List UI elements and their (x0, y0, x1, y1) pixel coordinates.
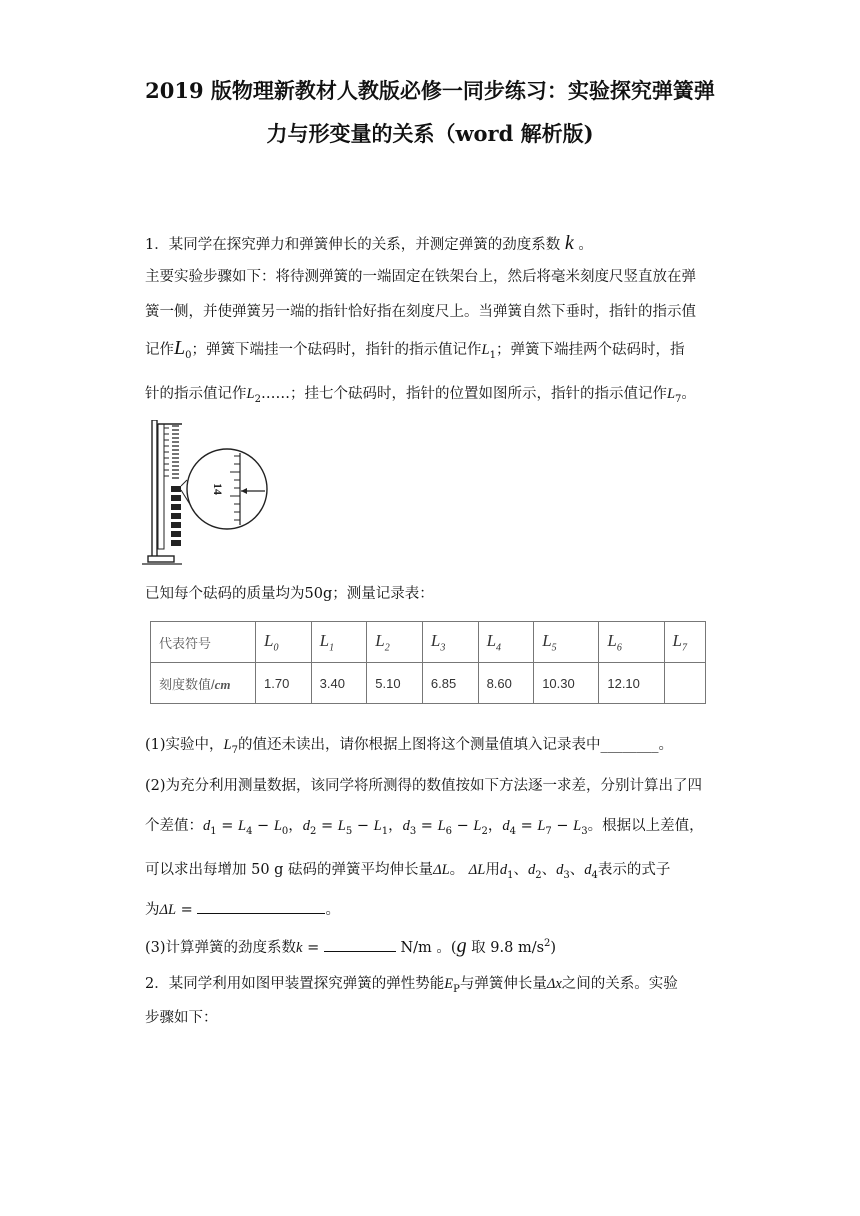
table-cell: $L_6$ (599, 622, 664, 663)
table-cell: 5.10 (367, 663, 423, 704)
table-header-label: 代表符号 (151, 622, 256, 663)
q1-sub2-b: 个差值：$d_1 = L_4 - L_0$，$d_2 = L_5 - L_1$，$d_3 = L_6 - L_2$，$d_4 = L_7 - L_3$。根据以上差值， (145, 818, 704, 837)
table-row-symbols (151, 622, 706, 663)
measurement-table (150, 621, 706, 704)
table-cell: $L_2$ (367, 622, 423, 663)
mass-note: 已知每个砝码的质量均为50g；测量记录表： (145, 586, 434, 602)
table-cell: $L_4$ (478, 622, 534, 663)
q1-sub3: (3)计算弹簧的劲度系数k = N/m 。(g 取 9.8 $m/s^2$) (145, 935, 557, 957)
q1-sub1: (1)实验中，$L_7$的值还未读出，请你根据上图将这个测量值填入记录表中________。 (145, 737, 673, 756)
table-cell: 10.30 (534, 663, 599, 704)
table-cell-empty[interactable] (664, 663, 705, 704)
table-cell: $L_7$ (664, 622, 705, 663)
table-cell: 1.70 (256, 663, 312, 704)
table-cell: 3.40 (311, 663, 367, 704)
q1-steps-d: 针的指示值记作$L_2\dots\dots$；挂七个砝码时，指针的位置如图所示，指针的指示值记作$L_7$。 (145, 386, 696, 405)
table-row-values (151, 663, 706, 704)
answer-blank[interactable] (324, 937, 396, 952)
q1-steps-a: 主要实验步骤如下：将待测弹簧的一端固定在铁架台上，然后将毫米刻度尺竖直放在弹 (145, 269, 696, 285)
q2-line1: 2．某同学利用如图甲装置探究弹簧的弹性势能$E_P$与弹簧伸长量Δx之间的关系。实验 (145, 976, 678, 995)
document-title-line2: 力与形变量的关系（word 解析版) (266, 121, 594, 146)
document-title-line1: 2019 版物理新教材人教版必修一同步练习：实验探究弹簧弹 (145, 78, 715, 103)
table-cell: 6.85 (422, 663, 478, 704)
table-cell: $L_1$ (311, 622, 367, 663)
q1-sub2-d: 为ΔL = 。 (145, 898, 735, 919)
answer-blank[interactable] (197, 899, 325, 914)
q1-steps-b: 簧一侧，并使弹簧另一端的指针恰好指在刻度尺上。当弹簧自然下垂时，指针的指示值 (145, 304, 696, 320)
table-cell: $L_5$ (534, 622, 599, 663)
table-cell: 12.10 (599, 663, 664, 704)
q1-sub2-a: (2)为充分利用测量数据，该同学将所测得的数值按如下方法逐一求差，分别计算出了四 (145, 778, 703, 794)
table-cell: 8.60 (478, 663, 534, 704)
q1-intro: 1．某同学在探究弹力和弹簧伸长的关系，并测定弹簧的劲度系数 k 。 (145, 232, 593, 254)
table-value-label: 刻度数值/cm (151, 663, 256, 704)
scale-reading-label: 14 (211, 483, 225, 495)
q1-sub2-c: 可以求出每增加 50 g 砝码的弹簧平均伸长量ΔL。 ΔL用$d_1$、$d_2$、$d_3$、$d_4$表示的式子 (145, 862, 671, 881)
table-cell: $L_0$ (256, 622, 312, 663)
table-cell: $L_3$ (422, 622, 478, 663)
q1-steps-c: 记作$L_0$；弹簧下端挂一个砝码时，指针的指示值记作$L_1$；弹簧下端挂两个砝码时，指 (145, 337, 685, 361)
spring-scale-figure (142, 420, 272, 566)
q2-line2: 步骤如下： (145, 1010, 218, 1026)
